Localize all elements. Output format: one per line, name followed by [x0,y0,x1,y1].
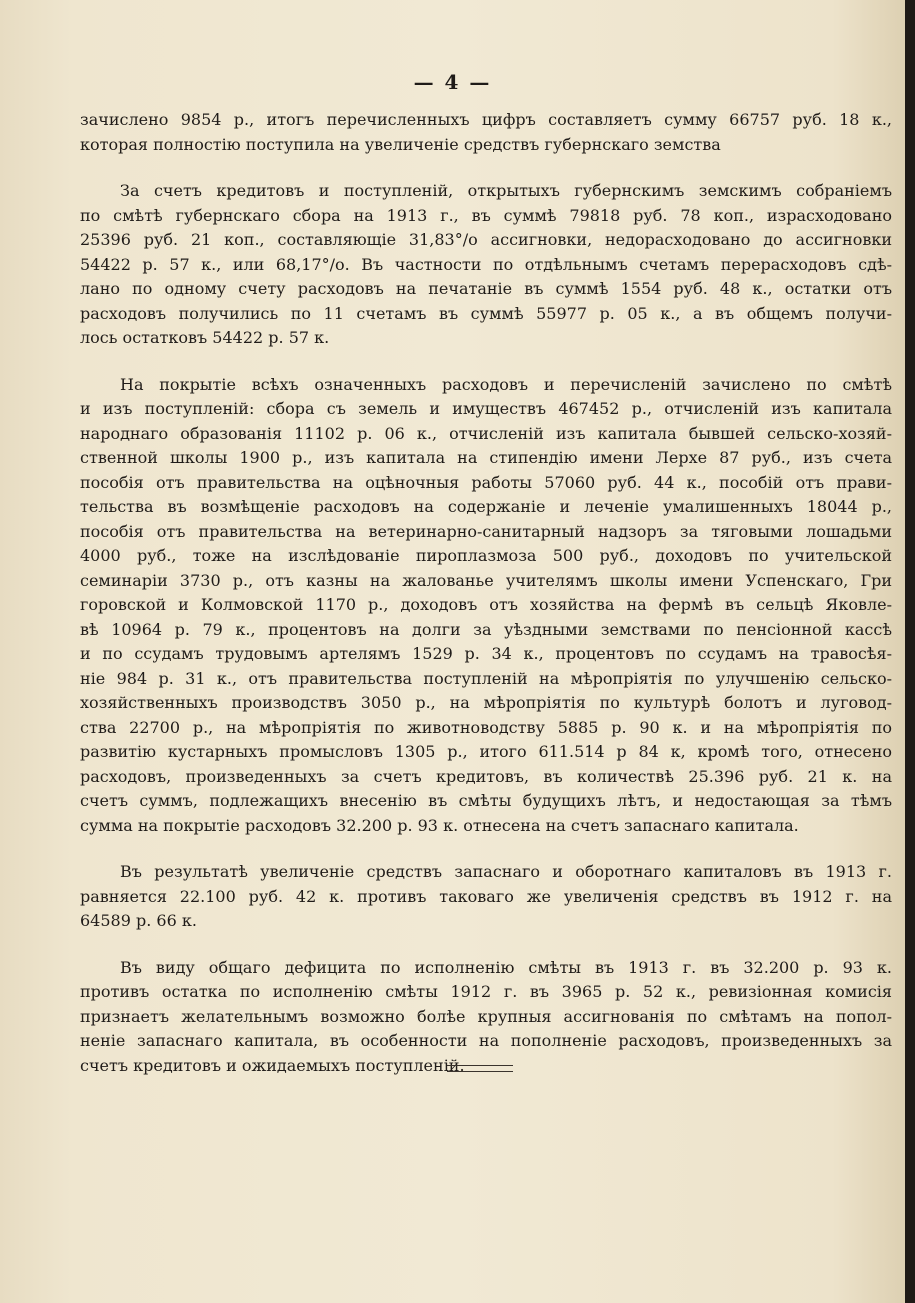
text-line: горовской и Колмовской 1170 р., доходовъ отъ хозяйства на фермѣ въ сельцѣ Яковле- [80,595,892,614]
paragraph-2 [80,179,892,351]
text-line: пособія отъ правительства на оцѣночныя работы 57060 руб. 44 к., пособій отъ прави- [80,472,892,492]
text-line: признаетъ желательнымъ возможно болѣе крупныя ассигнованія по смѣтамъ на попол- [80,1006,892,1026]
document-body [80,108,892,1100]
text-line: равняется 22.100 руб. 42 к. противъ таковаго же увеличенія средствъ въ 1912 г. на [80,886,892,906]
text-line: и изъ поступленій: сбора съ земель и имуществъ 467452 р., отчисленій изъ капитала [80,399,892,418]
text-line: вѣ 10964 р. 79 к., процентовъ на долги за уѣздными земствами по пенсіонной кассѣ [80,619,892,639]
text-line: хозяйственныхъ производствъ 3050 р., на мѣропріятія по культурѣ болотъ и луговод- [80,693,892,712]
paragraph-5 [80,956,892,1079]
text-line: ственной школы 1900 р., изъ капитала на стипендію имени Лерхе 87 руб., изъ счета [80,448,892,467]
text-line: расходовъ получились по 11 счетамъ въ суммѣ 55977 р. 05 к., а въ общемъ получи- [80,303,892,323]
text-line: 54422 р. 57 к., или 68,17°/о. Въ частности по отдѣльнымъ счетамъ перерасходовъ сдѣ- [80,254,892,274]
text-line: семинаріи 3730 р., отъ казны на жалованье учителямъ школы имени Успенскаго, Гри [80,570,892,590]
text-line: 25396 руб. 21 коп., составляющіе 31,83°/о ассигновки, недорасходовано до ассигновки [80,230,892,249]
text-line: по смѣтѣ губернскаго сбора на 1913 г., въ суммѣ 79818 руб. 78 коп., израсходовано [80,205,892,225]
text-line: народнаго образованія 11102 р. 06 к., отчисленій изъ капитала бывшей сельско-хозяй- [80,423,892,443]
text-line: расходовъ, произведенныхъ за счетъ кредитовъ, въ количествѣ 25.396 руб. 21 к. на [80,766,892,786]
text-line: пособія отъ правительства на ветеринарно-санитарный надзоръ за тяговыми лошадьми [80,521,892,541]
text-line: Въ результатѣ увеличеніе средствъ запаснаго и оборотнаго капиталовъ въ 1913 г. [120,862,892,881]
paragraph-3 [80,373,892,839]
text-line: сумма на покрытіе расходовъ 32.200 р. 93 к. отнесена на счетъ запаснаго капитала. [80,815,799,835]
text-line: счетъ кредитовъ и ожидаемыхъ поступленій. [80,1055,465,1075]
paragraph-4 [80,860,892,934]
page-number: — 4 — [413,70,492,94]
text-line: ства 22700 р., на мѣропріятія по животноводству 5885 р. 90 к. и на мѣропріятія по [80,717,892,737]
paragraph-1 [80,108,892,157]
text-line: лось остатковъ 54422 р. 57 к. [80,328,330,347]
text-line: неніе запаснаго капитала, въ особенности на пополненіе расходовъ, произведенныхъ за [80,1031,892,1050]
text-line: противъ остатка по исполненію смѣты 1912 г. въ 3965 р. 52 к., ревизіонная комисія [80,982,892,1001]
text-line: и по ссудамъ трудовымъ артелямъ 1529 р. 34 к., процентовъ по ссудамъ на травосѣя- [80,644,892,663]
text-line: развитію кустарныхъ промысловъ 1305 р., итого 611.514 р 84 к, кромѣ того, отнесено [80,742,892,761]
text-line: Въ виду общаго дефицита по исполненію смѣты въ 1913 г. въ 32.200 р. 93 к. [120,957,892,977]
section-end-rule [447,1065,513,1072]
scan-edge [905,0,915,1303]
text-line: зачислено 9854 р., итогъ перечисленныхъ цифръ составляетъ сумму 66757 руб. 18 к., [80,110,892,129]
text-line: которая полностію поступила на увеличеніе средствъ губернскаго земства [80,134,721,154]
text-line: лано по одному счету расходовъ на печатаніе въ суммѣ 1554 руб. 48 к., остатки отъ [80,279,892,298]
text-line: счетъ суммъ, подлежащихъ внесенію въ смѣты будущихъ лѣтъ, и недостающая за тѣмъ [80,791,892,810]
text-line: 4000 руб., тоже на изслѣдованіе пироплазмоза 500 руб., доходовъ по учительской [80,546,892,565]
text-line: ніе 984 р. 31 к., отъ правительства поступленій на мѣропріятія по улучшенію сельско- [80,668,892,688]
text-line: 64589 р. 66 к. [80,911,197,930]
text-line: За счетъ кредитовъ и поступленій, открытыхъ губернскимъ земскимъ собраніемъ [120,181,892,200]
text-line: тельства въ возмѣщеніе расходовъ на содержаніе и леченіе умалишенныхъ 18044 р., [80,497,892,516]
text-line: На покрытіе всѣхъ означенныхъ расходовъ и перечисленій зачислено по смѣтѣ [120,374,892,394]
